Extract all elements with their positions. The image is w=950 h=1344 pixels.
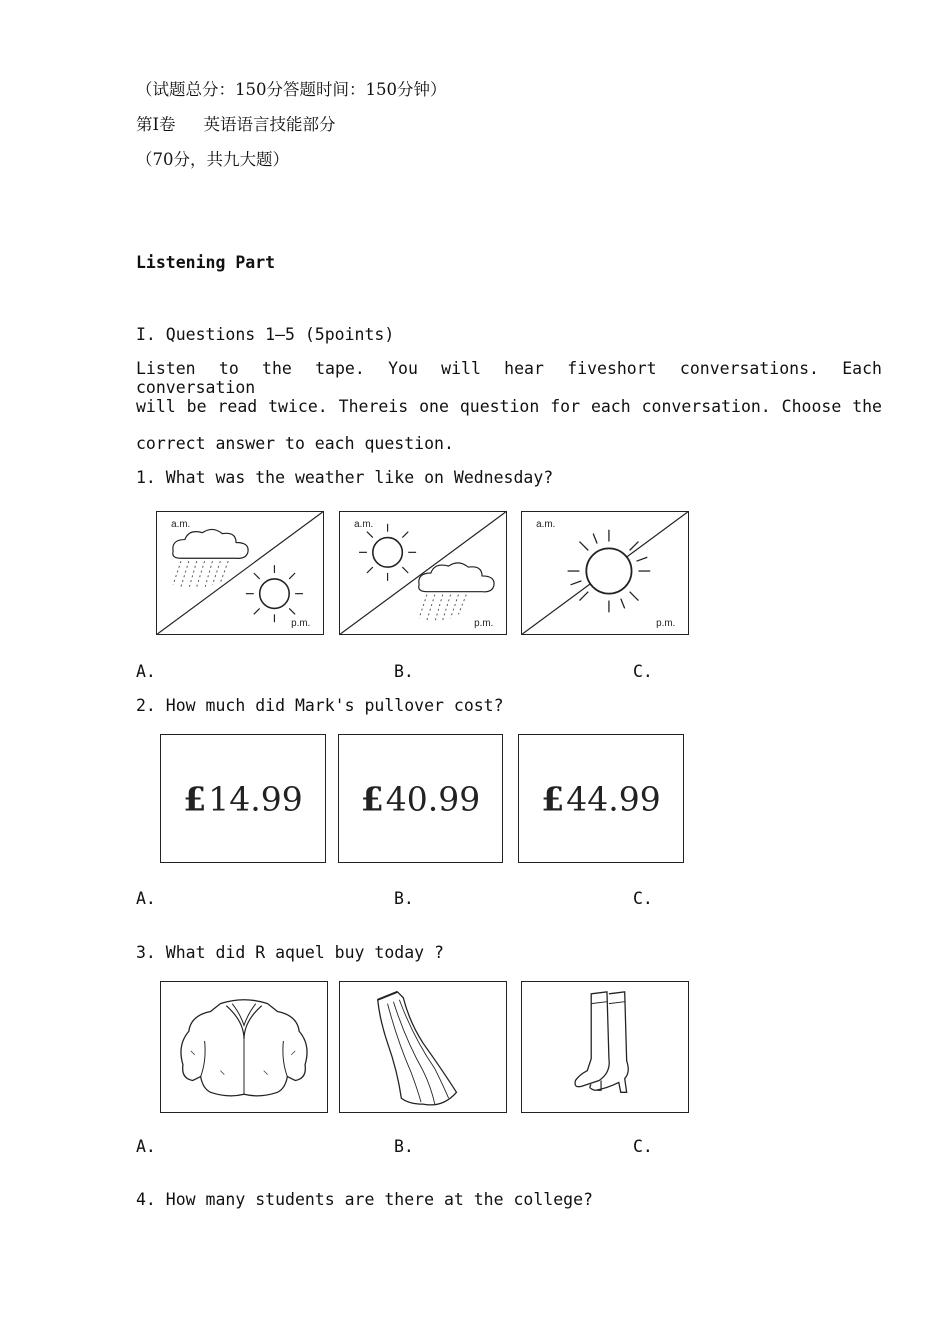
q3-option-a: A. <box>136 1137 156 1156</box>
am-sun-pm-sun-icon <box>522 512 688 634</box>
svg-text:p.m.: p.m. <box>474 618 494 630</box>
svg-text:a.m.: a.m. <box>536 518 556 530</box>
q3-option-b: B. <box>394 1137 414 1156</box>
price-b: 40.99 <box>385 779 481 818</box>
weather-image-a <box>156 511 324 635</box>
question-2: 2. How much did Mark's pullover cost? <box>136 696 504 715</box>
section-heading: I. Questions 1—5 (5points) <box>136 325 395 344</box>
pound-sign: £ <box>183 779 207 818</box>
weather-image-c <box>521 511 689 635</box>
instruction-line-3: correct answer to each question. <box>136 434 454 453</box>
svg-text:a.m.: a.m. <box>171 518 191 530</box>
question-4: 4. How many students are there at the college? <box>136 1190 593 1209</box>
price-image-b <box>338 734 503 863</box>
price-c: 44.99 <box>566 779 661 818</box>
clothing-image-b <box>339 981 507 1113</box>
volume-label: 第Ⅰ卷 <box>136 115 176 134</box>
svg-text:p.m.: p.m. <box>656 618 676 630</box>
volume-title: 英语语言技能部分 <box>203 115 336 134</box>
instruction-line-2: will be read twice. Thereis one question for each conversation. Choose the <box>136 397 882 416</box>
fur-jacket-icon <box>161 982 327 1112</box>
weather-image-b <box>339 511 507 635</box>
am-sun-pm-rain-icon <box>340 512 506 634</box>
listening-title: Listening Part <box>136 253 276 272</box>
volume-score: （70分，共九大题） <box>136 150 289 169</box>
q1-option-c: C. <box>633 662 653 681</box>
clothing-image-c <box>521 981 689 1113</box>
clothing-image-a <box>160 981 328 1113</box>
price-a: 14.99 <box>208 779 303 818</box>
instruction-line-1: Listen to the tape. You will hear fiveshort conversations. Each conversation <box>136 359 882 397</box>
question-1: 1. What was the weather like on Wednesday? <box>136 468 554 487</box>
pound-sign: £ <box>360 779 384 818</box>
q1-option-b: B. <box>394 662 414 681</box>
q2-option-a: A. <box>136 889 156 908</box>
q2-option-c: C. <box>633 889 653 908</box>
exam-info: （试题总分：150分答题时间：150分钟） <box>136 80 447 99</box>
price-image-a <box>160 734 326 863</box>
svg-text:a.m.: a.m. <box>354 518 374 530</box>
q3-option-c: C. <box>633 1137 653 1156</box>
boots-icon <box>522 982 688 1112</box>
question-3: 3. What did R aquel buy today ? <box>136 943 444 962</box>
price-image-c <box>518 734 684 863</box>
am-rain-pm-sun-icon <box>157 512 323 634</box>
svg-text:p.m.: p.m. <box>291 618 311 630</box>
pound-sign: £ <box>541 779 565 818</box>
volume-heading <box>136 111 336 135</box>
q1-option-a: A. <box>136 662 156 681</box>
skirt-icon <box>340 982 506 1112</box>
q2-option-b: B. <box>394 889 414 908</box>
